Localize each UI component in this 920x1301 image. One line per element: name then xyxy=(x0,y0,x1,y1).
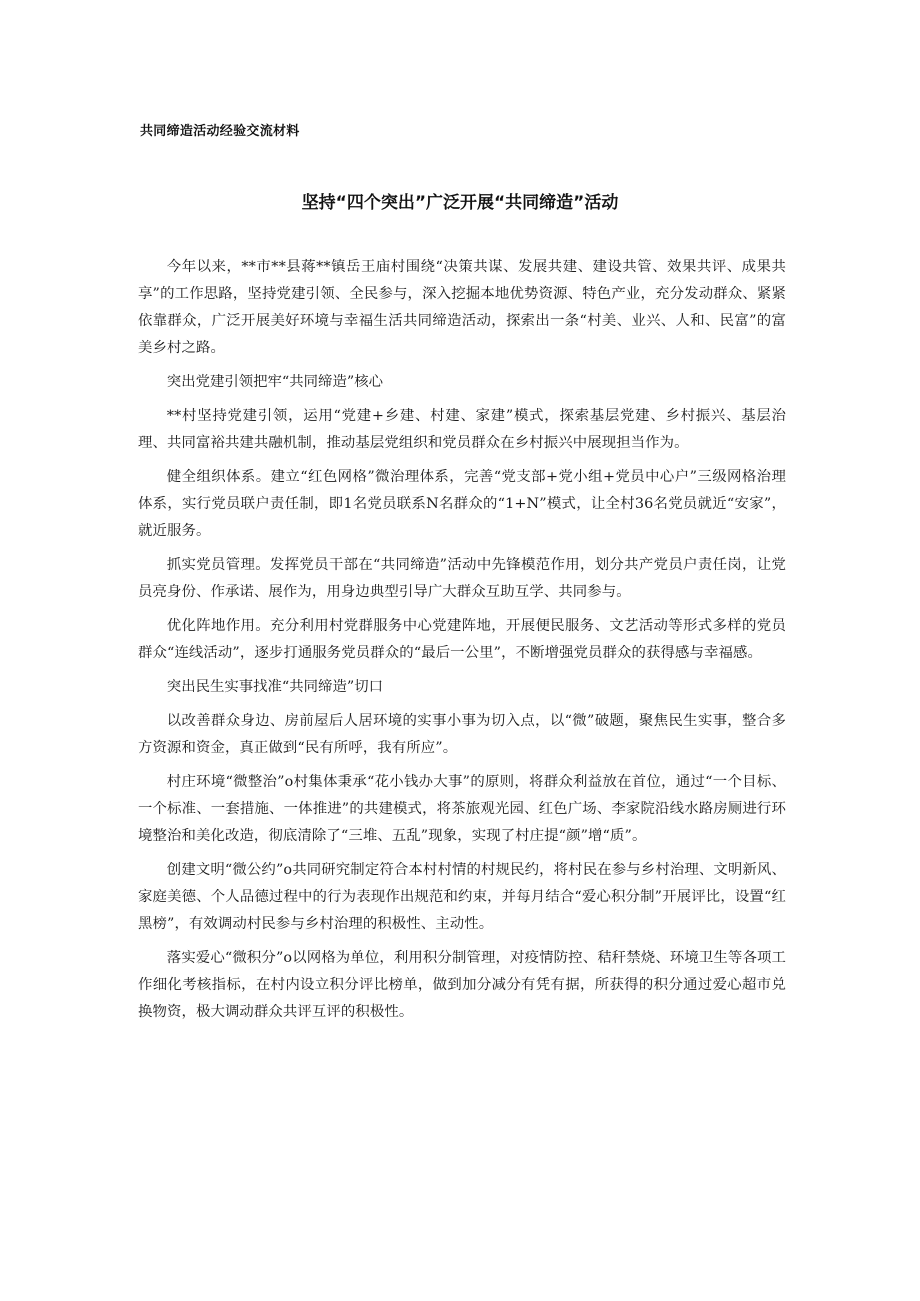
document-body xyxy=(138,254,786,1033)
body-paragraph: 以改善群众身边、房前屋后人居环境的实事小事为切入点，以“微”破题，聚焦民生实事，整合多方资源和资金，真正做到“民有所呼，我有所应”。 xyxy=(138,713,786,756)
section-heading: 突出党建引领把牢“共同缔造”核心 xyxy=(166,374,383,390)
body-paragraph: 村庄环境“微整治”o村集体秉承“花小钱办大事”的原则，将群众利益放在首位，通过“一个目标、一个标准、一套措施、一体推进”的共建模式，将茶旅观光园、红色广场、李家院沿线水路房厕进行环境整治和美化改造，彻底清除了“三堆、五乱”现象，实现了村庄提“颜”增“质”。 xyxy=(138,774,786,844)
body-paragraph: **村坚持党建引领，运用“党建+乡建、村建、家建”模式，探索基层党建、乡村振兴、基层治理、共同富裕共建共融机制，推动基层党组织和党员群众在乡村振兴中展现担当作为。 xyxy=(138,408,786,451)
document-title: 坚持“四个突出”广泛开展“共同缔造”活动 xyxy=(301,193,619,213)
intro-paragraph: 今年以来，**市**县蒋**镇岳王庙村围绕“决策共谋、发展共建、建设共管、效果共评、成果共享”的工作思路，坚持党建引领、全民参与，深入挖掘本地优势资源、特色产业，充分发动群众、紧紧依靠群众，广泛开展美好环境与幸福生活共同缔造活动，探索出一条“村美、业兴、人和、民富”的富美乡村之路。 xyxy=(138,259,787,356)
body-paragraph: 创建文明“微公约”o共同研究制定符合本村村情的村规民约，将村民在参与乡村治理、文明新风、家庭美德、个人品德过程中的行为表现作出规范和约束，并每月结合“爱心积分制”开展评比，设置“红黑榜”，有效调动村民参与乡村治理的积极性、主动性。 xyxy=(138,862,786,932)
body-paragraph: 健全组织体系。建立“红色网格”微治理体系，完善“党支部+党小组+党员中心户”三级网格治理体系，实行党员联户责任制，即1名党员联系N名群众的“1+N”模式，让全村36名党员就近“安家”，就近服务。 xyxy=(138,469,786,539)
section-heading: 突出民生实事找准“共同缔造”切口 xyxy=(166,679,383,695)
document-label: 共同缔造活动经验交流材料 xyxy=(140,124,300,139)
body-paragraph: 落实爱心“微积分”o以网格为单位，利用积分制管理，对疫情防控、秸秆禁烧、环境卫生等各项工作细化考核指标，在村内设立积分评比榜单，做到加分减分有凭有据，所获得的积分通过爱心超市兑换物资，极大调动群众共评互评的积极性。 xyxy=(138,950,786,1020)
body-paragraph: 抓实党员管理。发挥党员干部在“共同缔造”活动中先锋模范作用，划分共产党员户责任岗，让党员亮身份、作承诺、展作为，用身边典型引导广大群众互助互学、共同参与。 xyxy=(138,557,786,600)
body-paragraph: 优化阵地作用。充分利用村党群服务中心党建阵地，开展便民服务、文艺活动等形式多样的党员群众“连线活动”，逐步打通服务党员群众的“最后一公里”，不断增强党员群众的获得感与幸福感。 xyxy=(138,618,786,661)
